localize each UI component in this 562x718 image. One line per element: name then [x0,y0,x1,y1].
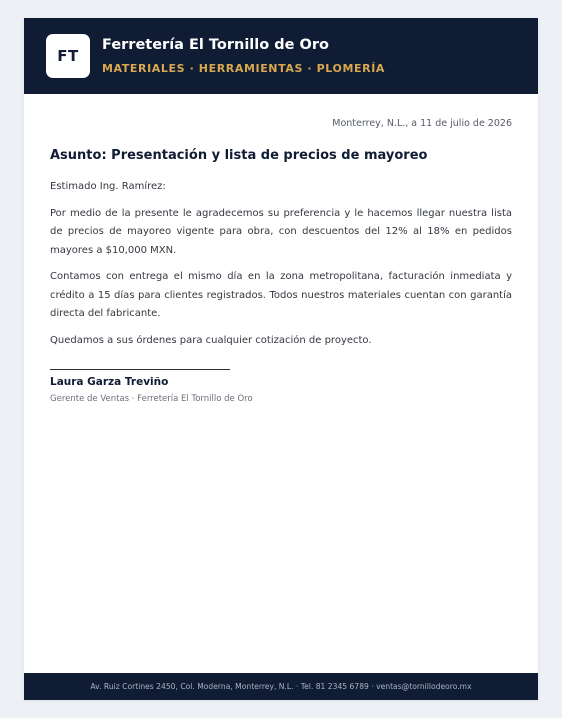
letter-body [50,178,512,358]
company-tagline: MATERIALES · HERRAMIENTAS · PLOMERÍA [102,62,386,75]
signer-role: Gerente de Ventas · Ferretería El Tornillo de Oro [50,394,253,404]
letter-paragraph: Por medio de la presente le agradecemos su preferencia y le hacemos llegar nuestra lista de precios de mayoreo vigente para obra, con descuentos del 12% al 18% en pedidos mayores a $10,000 MXN. [50,207,512,256]
letter-date: Monterrey, N.L., a 11 de julio de 2026 [332,118,512,129]
company-logo: FT [46,34,90,78]
letter-paragraph: Quedamos a sus órdenes para cualquier cotización de proyecto. [50,334,372,346]
letterhead [24,18,538,94]
letter-paragraph: Contamos con entrega el mismo día en la zona metropolitana, facturación inmediata y crédito a 15 días para clientes registrados. Todos nuestros materiales cuentan con garantía directa del fabricante. [50,271,512,319]
company-name: Ferretería El Tornillo de Oro [102,37,329,53]
letter-subject: Asunto: Presentación y lista de precios de mayoreo [50,148,428,163]
letter-footer: Av. Ruiz Cortines 2450, Col. Moderna, Monterrey, N.L. · Tel. 81 2345 6789 · ventas@tornillodeoro.mx [24,673,538,700]
signer-name: Laura Garza Treviño [50,376,169,388]
letter-sheet [24,18,538,700]
letter-greeting: Estimado Ing. Ramírez: [50,181,166,192]
signature-line [50,369,230,370]
